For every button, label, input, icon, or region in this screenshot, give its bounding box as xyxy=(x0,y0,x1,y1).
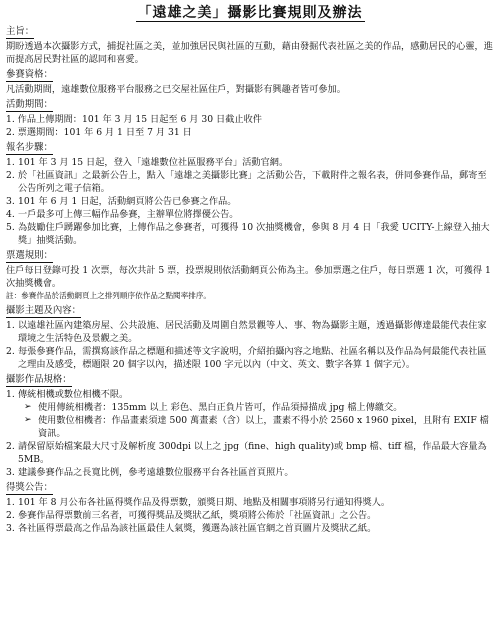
eligibility-text: 凡活動期間，遠雄數位服務平台服務之已交屋社區住戶，對攝影有興趣者皆可參加。 xyxy=(6,84,346,95)
theme-list xyxy=(6,319,494,371)
list-number: 2. xyxy=(6,441,15,452)
document-page xyxy=(0,4,500,631)
purpose-text: 期盼透過本次攝影方式，捕捉社區之美，並加強居民與社區的互動，藉由發掘代表社區之美的作品，感動居民的心靈，進而提高居民對社區的認同和喜愛。 xyxy=(6,41,493,65)
list-item-text: 參賽作品得票數前三名者，可獲得獎品及獎狀乙紙，獎項將公佈於「社區資訊」之公告。 xyxy=(18,510,377,521)
list-number: 5. xyxy=(6,222,15,233)
steps-list xyxy=(6,156,494,247)
awards-list-item xyxy=(6,522,494,535)
list-number: 3. xyxy=(6,523,15,534)
steps-list-item xyxy=(6,195,494,208)
section-awards xyxy=(6,482,494,535)
list-item-text: 101 年 8 月公布各社區得獎作品及得票數，頒獎日期、地點及相關事項將另行通知得獎人。 xyxy=(18,497,391,508)
arrow-bullet-icon: ➢ xyxy=(24,402,32,412)
list-item-text: 為鼓勵住戶踴躍參加比賽，上傳作品之參賽者，可獲得 10 次抽獎機會，參與 8 月 4 日「我愛 UCITY-上線登入抽大獎」抽獎活動。 xyxy=(18,222,490,246)
list-item-text: 於「社區資訊」之最新公告上，點入「遠雄之美攝影比賽」之活動公告，下載附件之報名表，併同參賽作品，郵寄至公告所列之電子信箱。 xyxy=(18,170,487,194)
list-number: 1. xyxy=(6,157,15,168)
voting-note: 註：參賽作品於活動網頁上之排列順序依作品之點閱率排序。 xyxy=(6,291,212,300)
specs-sublist-item xyxy=(24,401,494,414)
list-number: 1. xyxy=(6,497,15,508)
theme-list-item xyxy=(6,319,494,345)
list-number: 4. xyxy=(6,209,15,220)
list-number: 2. xyxy=(6,510,15,521)
list-item-text: 以遠雄社區內建築房屋、公共設施、居民活動及周圍自然景觀等人、事、物為攝影主題，透過攝影傳達最能代表住家環境之生活特色及景觀之美。 xyxy=(18,320,487,344)
steps-list-item xyxy=(6,169,494,195)
period-heading: 活動期間： xyxy=(6,99,53,110)
specs-list-item xyxy=(6,440,494,466)
specs-list-item xyxy=(6,388,494,401)
list-item-text: 請保留原始檔案最大尺寸及解析度 300dpi 以上之 jpg（fine、high quality)或 bmp 檔、tiff 檔，作品最大容量為 5MB。 xyxy=(18,441,487,465)
list-number: 2. xyxy=(6,170,15,181)
list-item-text: 建議參賽作品之長寬比例，參考遠雄數位服務平台各社區首頁照片。 xyxy=(18,467,294,478)
list-number: 3. xyxy=(6,467,15,478)
steps-heading: 報名步驟： xyxy=(6,142,53,153)
list-item-text: 每張參賽作品，需撰寫該作品之標題和描述等文字說明，介紹拍攝內容之地點、社區名稱以及作品為何最能代表社區之理由及感受，標題限 20 個字以內，描述限 100 字元以內（中文、英文、數字各算 1 個字元）。 xyxy=(18,346,487,370)
steps-list-item xyxy=(6,208,494,221)
steps-list-item xyxy=(6,156,494,169)
list-number: 1. xyxy=(6,389,15,400)
period-item: 2. 票選期間：101 年 6 月 1 日至 7 月 31 日 xyxy=(6,127,192,138)
specs-list-cont xyxy=(6,440,494,479)
document-title xyxy=(6,4,494,22)
section-purpose xyxy=(6,26,494,66)
arrow-bullet-icon: ➢ xyxy=(24,415,32,425)
specs-sublist-item xyxy=(24,414,494,440)
voting-heading: 票選規則： xyxy=(6,250,53,261)
awards-list xyxy=(6,496,494,535)
specs-heading: 攝影作品規格： xyxy=(6,374,72,385)
specs-sublist xyxy=(6,401,494,440)
list-number: 3. xyxy=(6,196,15,207)
eligibility-heading: 參賽資格： xyxy=(6,69,53,80)
voting-text: 住戶每日登錄可投 1 次票，每次共計 5 票，投票規則依活動網頁公佈為主。參加票選之住戶，每日票選 1 次，可獲得 1 次抽獎機會。 xyxy=(6,265,491,289)
section-period xyxy=(6,99,494,139)
list-item-text: 各社區得票最高之作品為該社區最佳人氣獎，獲選為該社區官網之首頁圖片及獎狀乙紙。 xyxy=(18,523,377,534)
list-number: 2. xyxy=(6,346,15,357)
section-specs xyxy=(6,374,494,479)
document-title-text: 「遠雄之美」攝影比賽規則及辦法 xyxy=(137,5,363,21)
section-voting xyxy=(6,250,494,302)
awards-list-item xyxy=(6,496,494,509)
list-number: 1. xyxy=(6,320,15,331)
list-item-text: 101 年 3 月 15 日起，登入「遠雄數位社區服務平台」活動官網。 xyxy=(18,157,289,168)
sublist-item-text: 使用數位相機者：作品畫素須達 500 萬畫素（含）以上，畫素不得小於 2560 x 1960 pixel，且附有 EXIF 檔資訊。 xyxy=(38,415,489,439)
section-theme xyxy=(6,305,494,371)
sublist-item-text: 使用傳統相機者：135mm 以上 彩色、黑白正負片皆可，作品須掃描成 jpg 檔上傳繳交。 xyxy=(38,402,403,413)
purpose-heading: 主旨： xyxy=(6,26,35,37)
period-item: 1. 作品上傳期間：101 年 3 月 15 日起至 6 月 30 日截止收件 xyxy=(6,114,262,125)
list-item-text: 傳統相機或數位相機不限。 xyxy=(18,389,129,400)
list-item-text: 一戶最多可上傳三幅作品參賽，主辦單位將擇優公告。 xyxy=(18,209,239,220)
awards-list-item xyxy=(6,509,494,522)
theme-heading: 攝影主題及內容： xyxy=(6,305,82,316)
section-steps xyxy=(6,142,494,247)
steps-list-item xyxy=(6,221,494,247)
specs-list xyxy=(6,388,494,401)
section-eligibility xyxy=(6,69,494,96)
awards-heading: 得獎公告： xyxy=(6,482,53,493)
list-item-text: 101 年 6 月 1 日起，活動網頁將公告已參賽之作品。 xyxy=(18,196,237,207)
theme-list-item xyxy=(6,345,494,371)
specs-list-item xyxy=(6,466,494,479)
